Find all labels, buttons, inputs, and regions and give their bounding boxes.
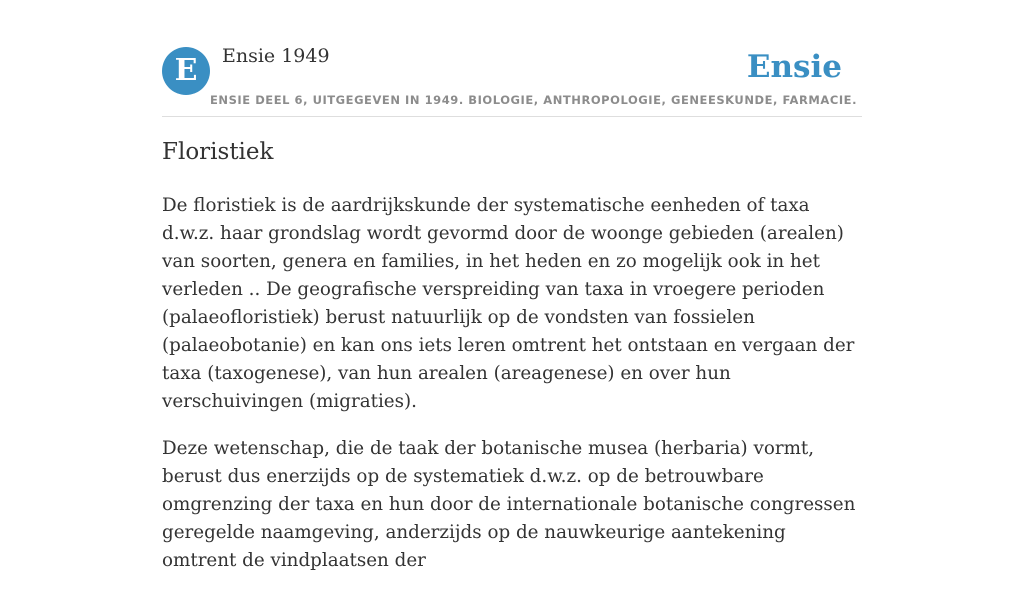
brand-logo[interactable]: Ensie xyxy=(746,49,842,85)
page xyxy=(162,0,862,571)
header xyxy=(162,0,862,117)
page-title: Floristiek xyxy=(162,139,274,165)
article-paragraph: Deze wetenschap, die de taak der botanische musea (herbaria) vormt, berust dus enerzijds op de systematiek d.w.z. op de betrouwbare omgrenzing der taxa en hun door de internationale botanische congressen geregelde naamgeving, anderzijds op de nauwkeurige aantekening omtrent de vindplaatsen der xyxy=(162,438,856,571)
source-subtitle: ENSIE DEEL 6, UITGEGEVEN IN 1949. BIOLOGIE, ANTHROPOLOGIE, GENEESKUNDE, FARMACIE. xyxy=(210,93,858,107)
ensie-logo-icon[interactable]: E xyxy=(162,47,210,95)
article-paragraph: De floristiek is de aardrijkskunde der systematische eenheden of taxa d.w.z. haar grondslag wordt gevormd door de woonge gebieden (arealen) van soorten, genera en families, in het heden en zo mogelijk ook in het verleden .. De geografische verspreiding van taxa in vroegere perioden (palaeofloristiek) berust natuurlijk op de vondsten van fossielen (palaeobotanie) en kan ons iets leren omtrent het ontstaan en vergaan der taxa (taxogenese), van hun arealen (areagenese) en over hun verschuivingen (migraties). xyxy=(162,195,855,412)
source-title[interactable]: Ensie 1949 xyxy=(222,45,330,67)
article-body xyxy=(162,192,862,594)
